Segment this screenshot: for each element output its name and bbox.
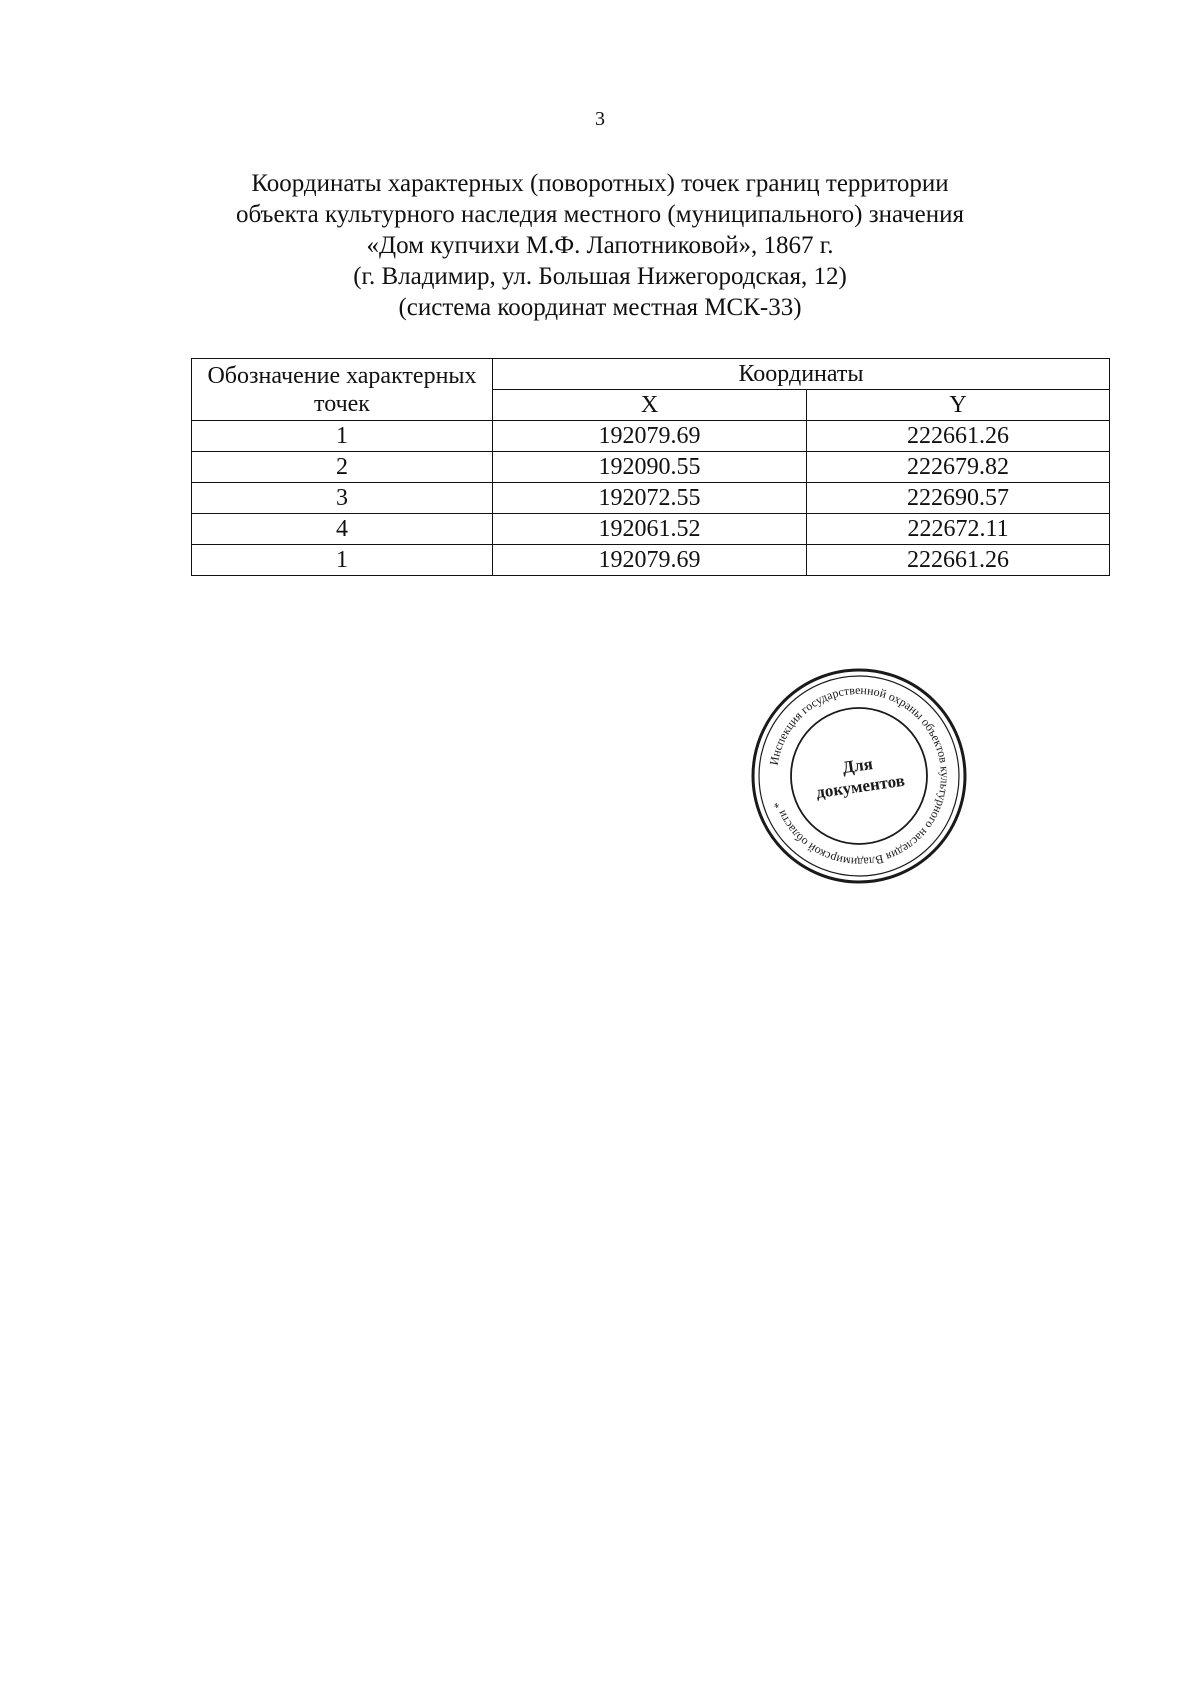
y-cell: 222661.26 [807,545,1110,576]
title-line-5: (система координат местная МСК-33) [398,294,802,321]
x-cell: 192061.52 [493,514,807,545]
y-cell: 222661.26 [807,421,1110,452]
document-title [150,168,1050,323]
table-row [192,421,1110,452]
stamp-center-line1: Для [841,754,874,778]
title-line-1: Координаты характерных (поворотных) точек границ территории [251,170,949,197]
point-cell: 1 [192,545,493,576]
stamp-outer-ring-inner [759,676,959,876]
stamp-outer-ring [753,670,965,882]
header-x-label: X [493,390,807,421]
y-cell: 222672.11 [807,514,1110,545]
title-line-3: «Дом купчихи М.Ф. Лапотниковой», 1867 г. [366,232,834,259]
stamp-center-line2: документов [814,770,906,803]
header-y-label: Y [807,390,1110,421]
header-points-label: Обозначение характерных точек [192,359,493,421]
point-cell: 1 [192,421,493,452]
table-row [192,514,1110,545]
x-cell: 192090.55 [493,452,807,483]
official-stamp [748,665,970,887]
title-line-2: объекта культурного наследия местного (муниципального) значения [235,201,965,228]
table-row [192,483,1110,514]
y-cell: 222679.82 [807,452,1110,483]
x-cell: 192079.69 [493,545,807,576]
x-cell: 192079.69 [493,421,807,452]
table-header-row [192,359,1110,390]
table-row [192,452,1110,483]
stamp-ring-text: Инспекция государственной охраны объектов культурного наследия Владимирской области * [766,682,953,870]
page-number: 3 [595,108,605,130]
stamp-inner-ring [791,708,927,844]
y-cell: 222690.57 [807,483,1110,514]
header-coordinates-label: Координаты [493,359,1110,390]
table-row [192,545,1110,576]
title-line-4: (г. Владимир, ул. Большая Нижегородская, 12) [353,263,847,290]
coordinates-table [191,358,1110,576]
point-cell: 3 [192,483,493,514]
point-cell: 4 [192,514,493,545]
point-cell: 2 [192,452,493,483]
x-cell: 192072.55 [493,483,807,514]
